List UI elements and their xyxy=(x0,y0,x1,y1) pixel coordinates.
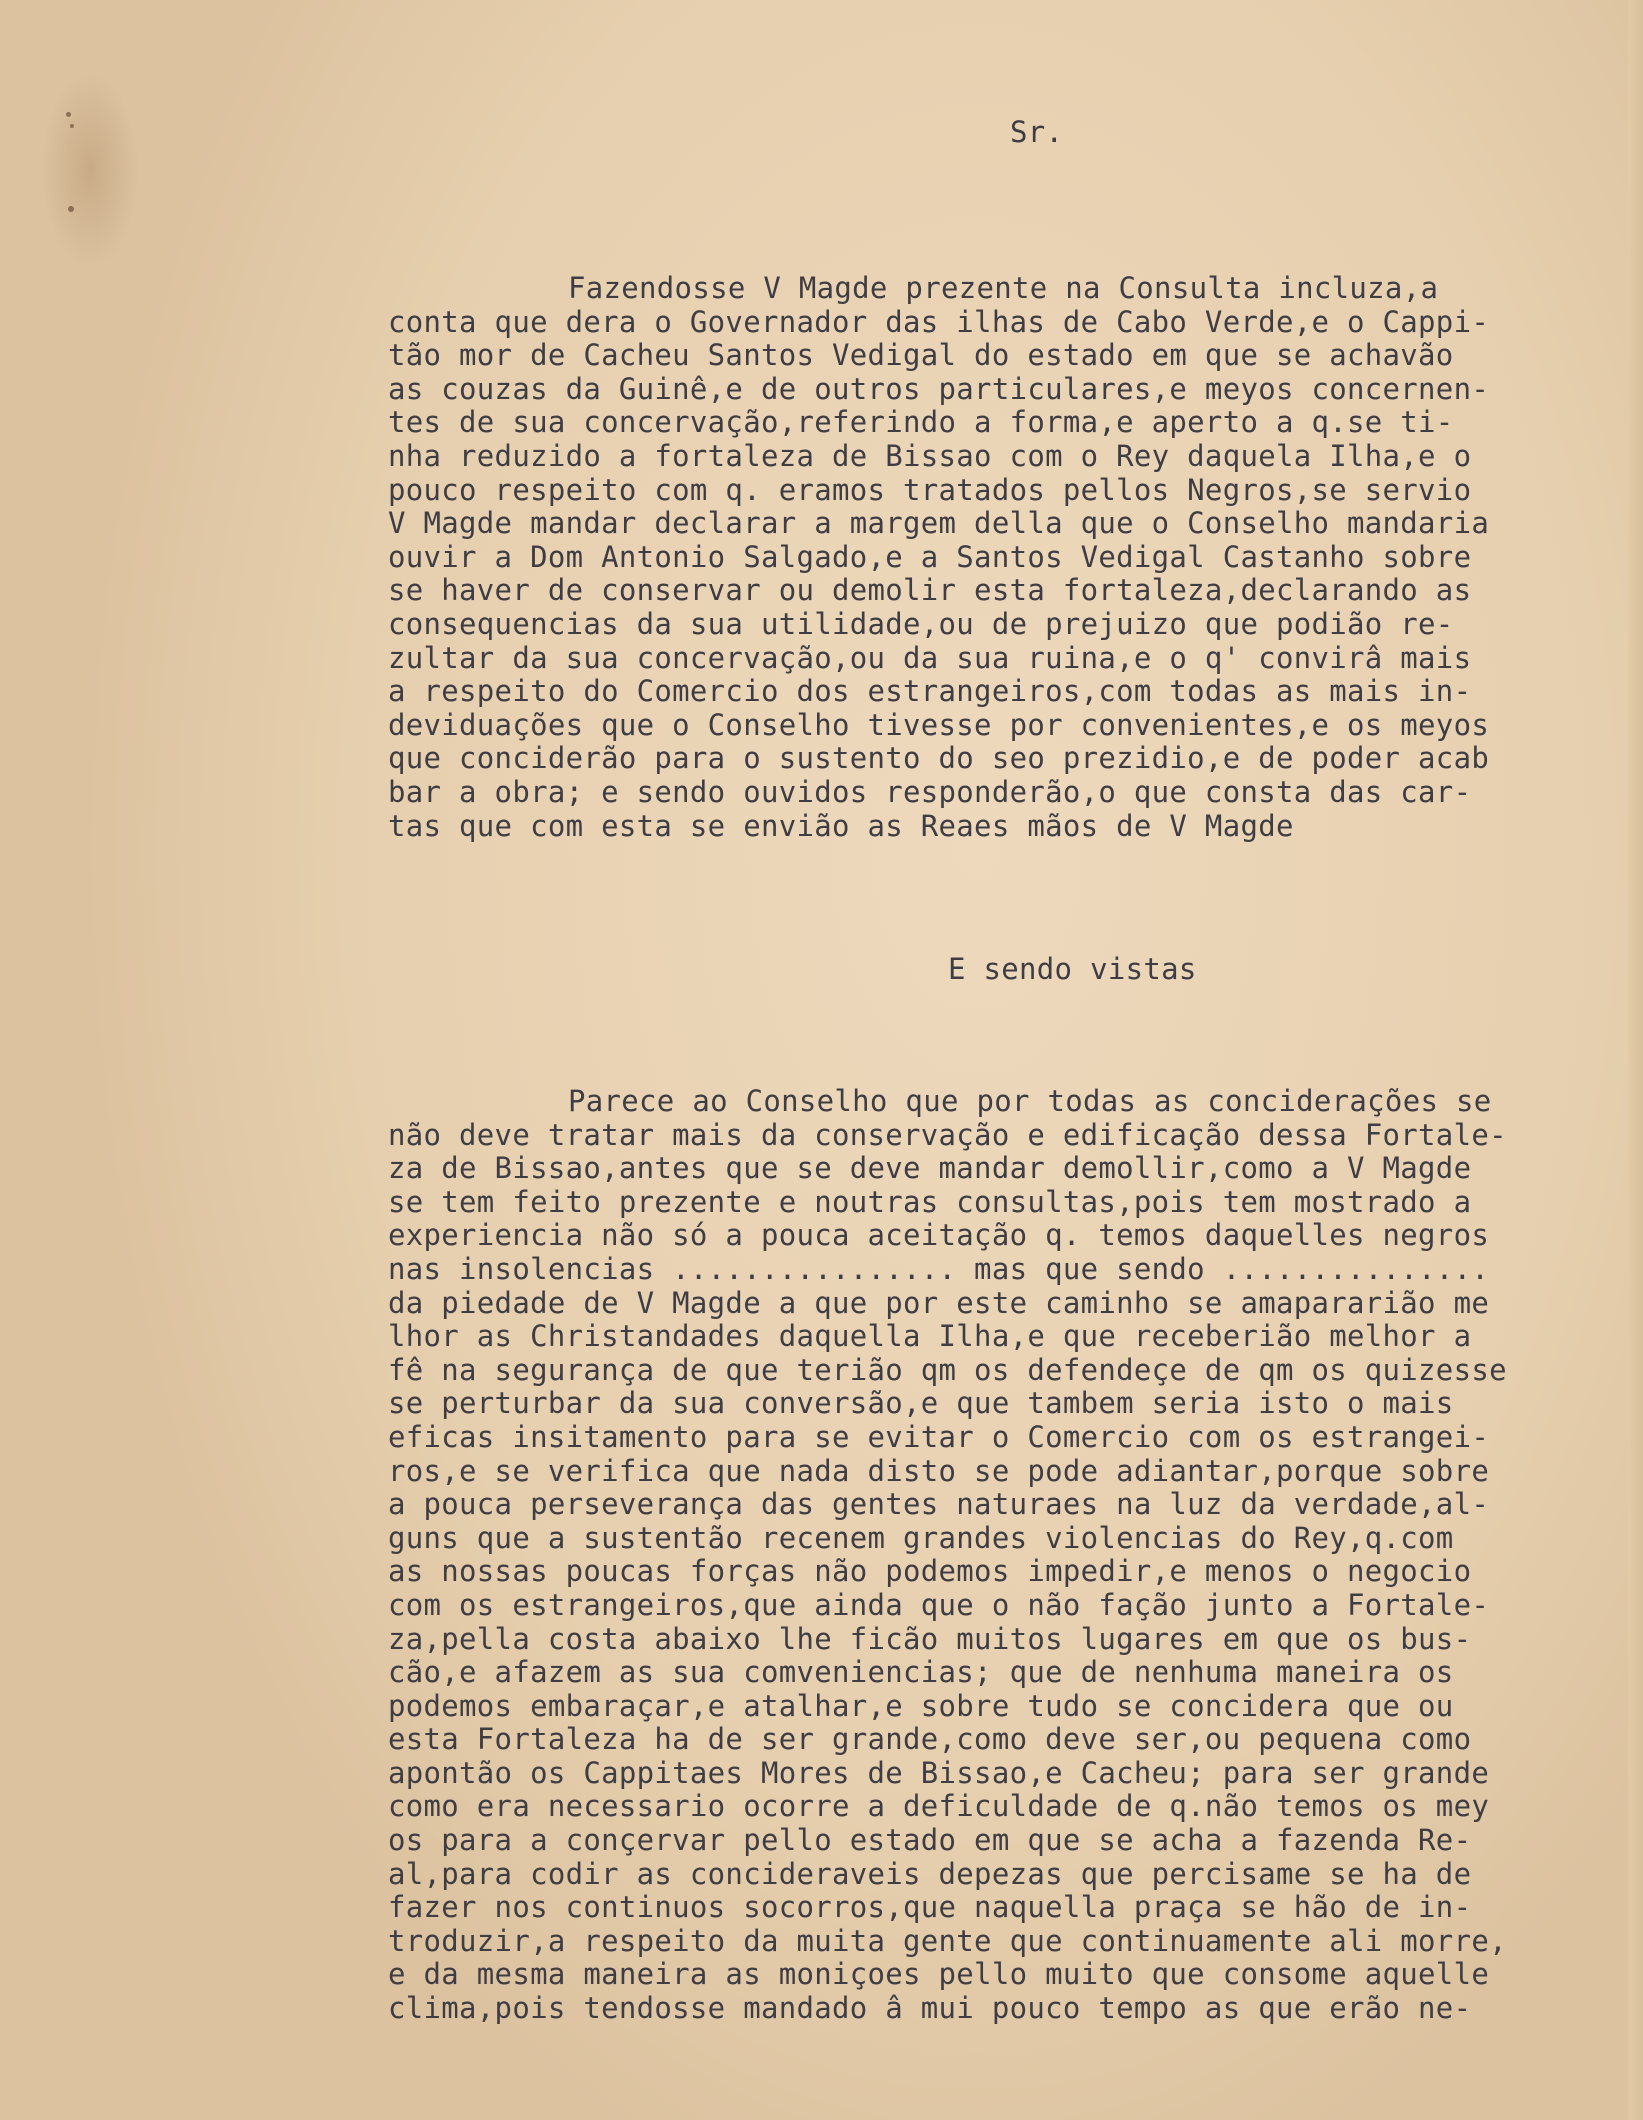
paragraph-2 xyxy=(388,1085,1507,2026)
text-line: como era necessario ocorre a deficuldade de q.não temos os mey xyxy=(388,1789,1490,1824)
text-line: fê na segurança de que terião qm os defendeçe de qm os quizesse xyxy=(388,1352,1507,1387)
text-line: za,pella costa abaixo lhe ficão muitos lugares em que os bus- xyxy=(388,1621,1472,1656)
text-line: zultar da sua concervação,ou da sua ruina,e o q' convirâ mais xyxy=(388,640,1472,675)
text-line: pouco respeito com q. eramos tratados pellos Negros,se servio xyxy=(388,472,1472,507)
section-heading: E sendo vistas xyxy=(948,952,1197,986)
text-line: nas insolencias ................ mas que sendo ............... xyxy=(388,1251,1490,1286)
text-line: consequencias da sua utilidade,ou de prejuizo que podião re- xyxy=(388,606,1454,641)
text-line: e da mesma maneira as moniçoes pello muito que consome aquelle xyxy=(388,1957,1490,1992)
text-line: se tem feito prezente e noutras consultas,pois tem mostrado a xyxy=(388,1184,1472,1219)
text-line: troduzir,a respeito da muita gente que continuamente ali morre, xyxy=(388,1923,1507,1958)
text-line: esta Fortaleza ha de ser grande,como deve ser,ou pequena como xyxy=(388,1722,1472,1757)
text-line: ouvir a Dom Antonio Salgado,e a Santos Vedigal Castanho sobre xyxy=(388,539,1472,574)
text-line: bar a obra; e sendo ouvidos responderão,o que consta das car- xyxy=(388,774,1472,809)
ink-stain xyxy=(70,124,74,128)
text-line: da piedade de V Magde a que por este caminho se amapararião me xyxy=(388,1285,1490,1320)
text-line: experiencia não só a pouca aceitação q. temos daquelles negros xyxy=(388,1218,1490,1253)
text-line: ros,e se verifica que nada disto se pode adiantar,porque sobre xyxy=(388,1453,1490,1488)
text-line: guns que a sustentão recenem grandes violencias do Rey,q.com xyxy=(388,1520,1454,1555)
ink-stain xyxy=(68,206,74,212)
text-line: eficas insitamento para se evitar o Comercio com os estrangei- xyxy=(388,1419,1490,1454)
text-line: que conciderão para o sustento do seo prezidio,e de poder acab xyxy=(388,741,1490,776)
page-edge xyxy=(1628,0,1643,2120)
text-line: com os estrangeiros,que ainda que o não fação junto a Fortale- xyxy=(388,1587,1490,1622)
text-line: tas que com esta se envião as Reaes mãos de V Magde xyxy=(388,808,1294,843)
text-line: za de Bissao,antes que se deve mandar demollir,como a V Magde xyxy=(388,1151,1472,1186)
text-line: se perturbar da sua conversão,e que tambem seria isto o mais xyxy=(388,1386,1454,1421)
salutation: Sr. xyxy=(1010,115,1064,149)
text-line: clima,pois tendosse mandado â mui pouco tempo as que erão ne- xyxy=(388,1991,1472,2026)
text-line: as couzas da Guinê,e de outros particulares,e meyos concernen- xyxy=(388,371,1490,406)
text-line: apontão os Cappitaes Mores de Bissao,e Cacheu; para ser grande xyxy=(388,1755,1490,1790)
text-line: tão mor de Cacheu Santos Vedigal do estado em que se achavão xyxy=(388,338,1454,373)
text-line: cão,e afazem as sua comveniencias; que de nenhuma maneira os xyxy=(388,1655,1454,1690)
text-line: Parece ao Conselho que por todas as conciderações se xyxy=(568,1084,1492,1118)
text-line: conta que dera o Governador das ilhas de Cabo Verde,e o Cappi- xyxy=(388,304,1490,339)
text-line: podemos embaraçar,e atalhar,e sobre tudo se concidera que ou xyxy=(388,1688,1454,1723)
text-line: tes de sua concervação,referindo a forma,e aperto a q.se ti- xyxy=(388,405,1454,440)
paragraph-1 xyxy=(388,272,1489,843)
text-line: as nossas poucas forças não podemos impedir,e menos o negocio xyxy=(388,1554,1472,1589)
text-line: os para a conçervar pello estado em que se acha a fazenda Re- xyxy=(388,1823,1472,1858)
text-line: a respeito do Comercio dos estrangeiros,com todas as mais in- xyxy=(388,674,1472,709)
text-line: V Magde mandar declarar a margem della que o Conselho mandaria xyxy=(388,506,1490,541)
text-line: Fazendosse V Magde prezente na Consulta incluza,a xyxy=(568,271,1439,305)
text-line: a pouca perseverança das gentes naturaes na luz da verdade,al- xyxy=(388,1487,1490,1522)
text-line: deviduações que o Conselho tivesse por convenientes,e os meyos xyxy=(388,707,1490,742)
text-line: lhor as Christandades daquella Ilha,e que receberião melhor a xyxy=(388,1319,1472,1354)
text-line: não deve tratar mais da conservação e edificação dessa Fortale- xyxy=(388,1117,1507,1152)
text-line: fazer nos continuos socorros,que naquella praça se hão de in- xyxy=(388,1890,1472,1925)
text-line: al,para codir as concideraveis depezas que percisame se ha de xyxy=(388,1856,1472,1891)
text-line: nha reduzido a fortaleza de Bissao com o Rey daquela Ilha,e o xyxy=(388,438,1472,473)
text-line: se haver de conservar ou demolir esta fortaleza,declarando as xyxy=(388,573,1472,608)
ink-stain xyxy=(66,112,71,117)
